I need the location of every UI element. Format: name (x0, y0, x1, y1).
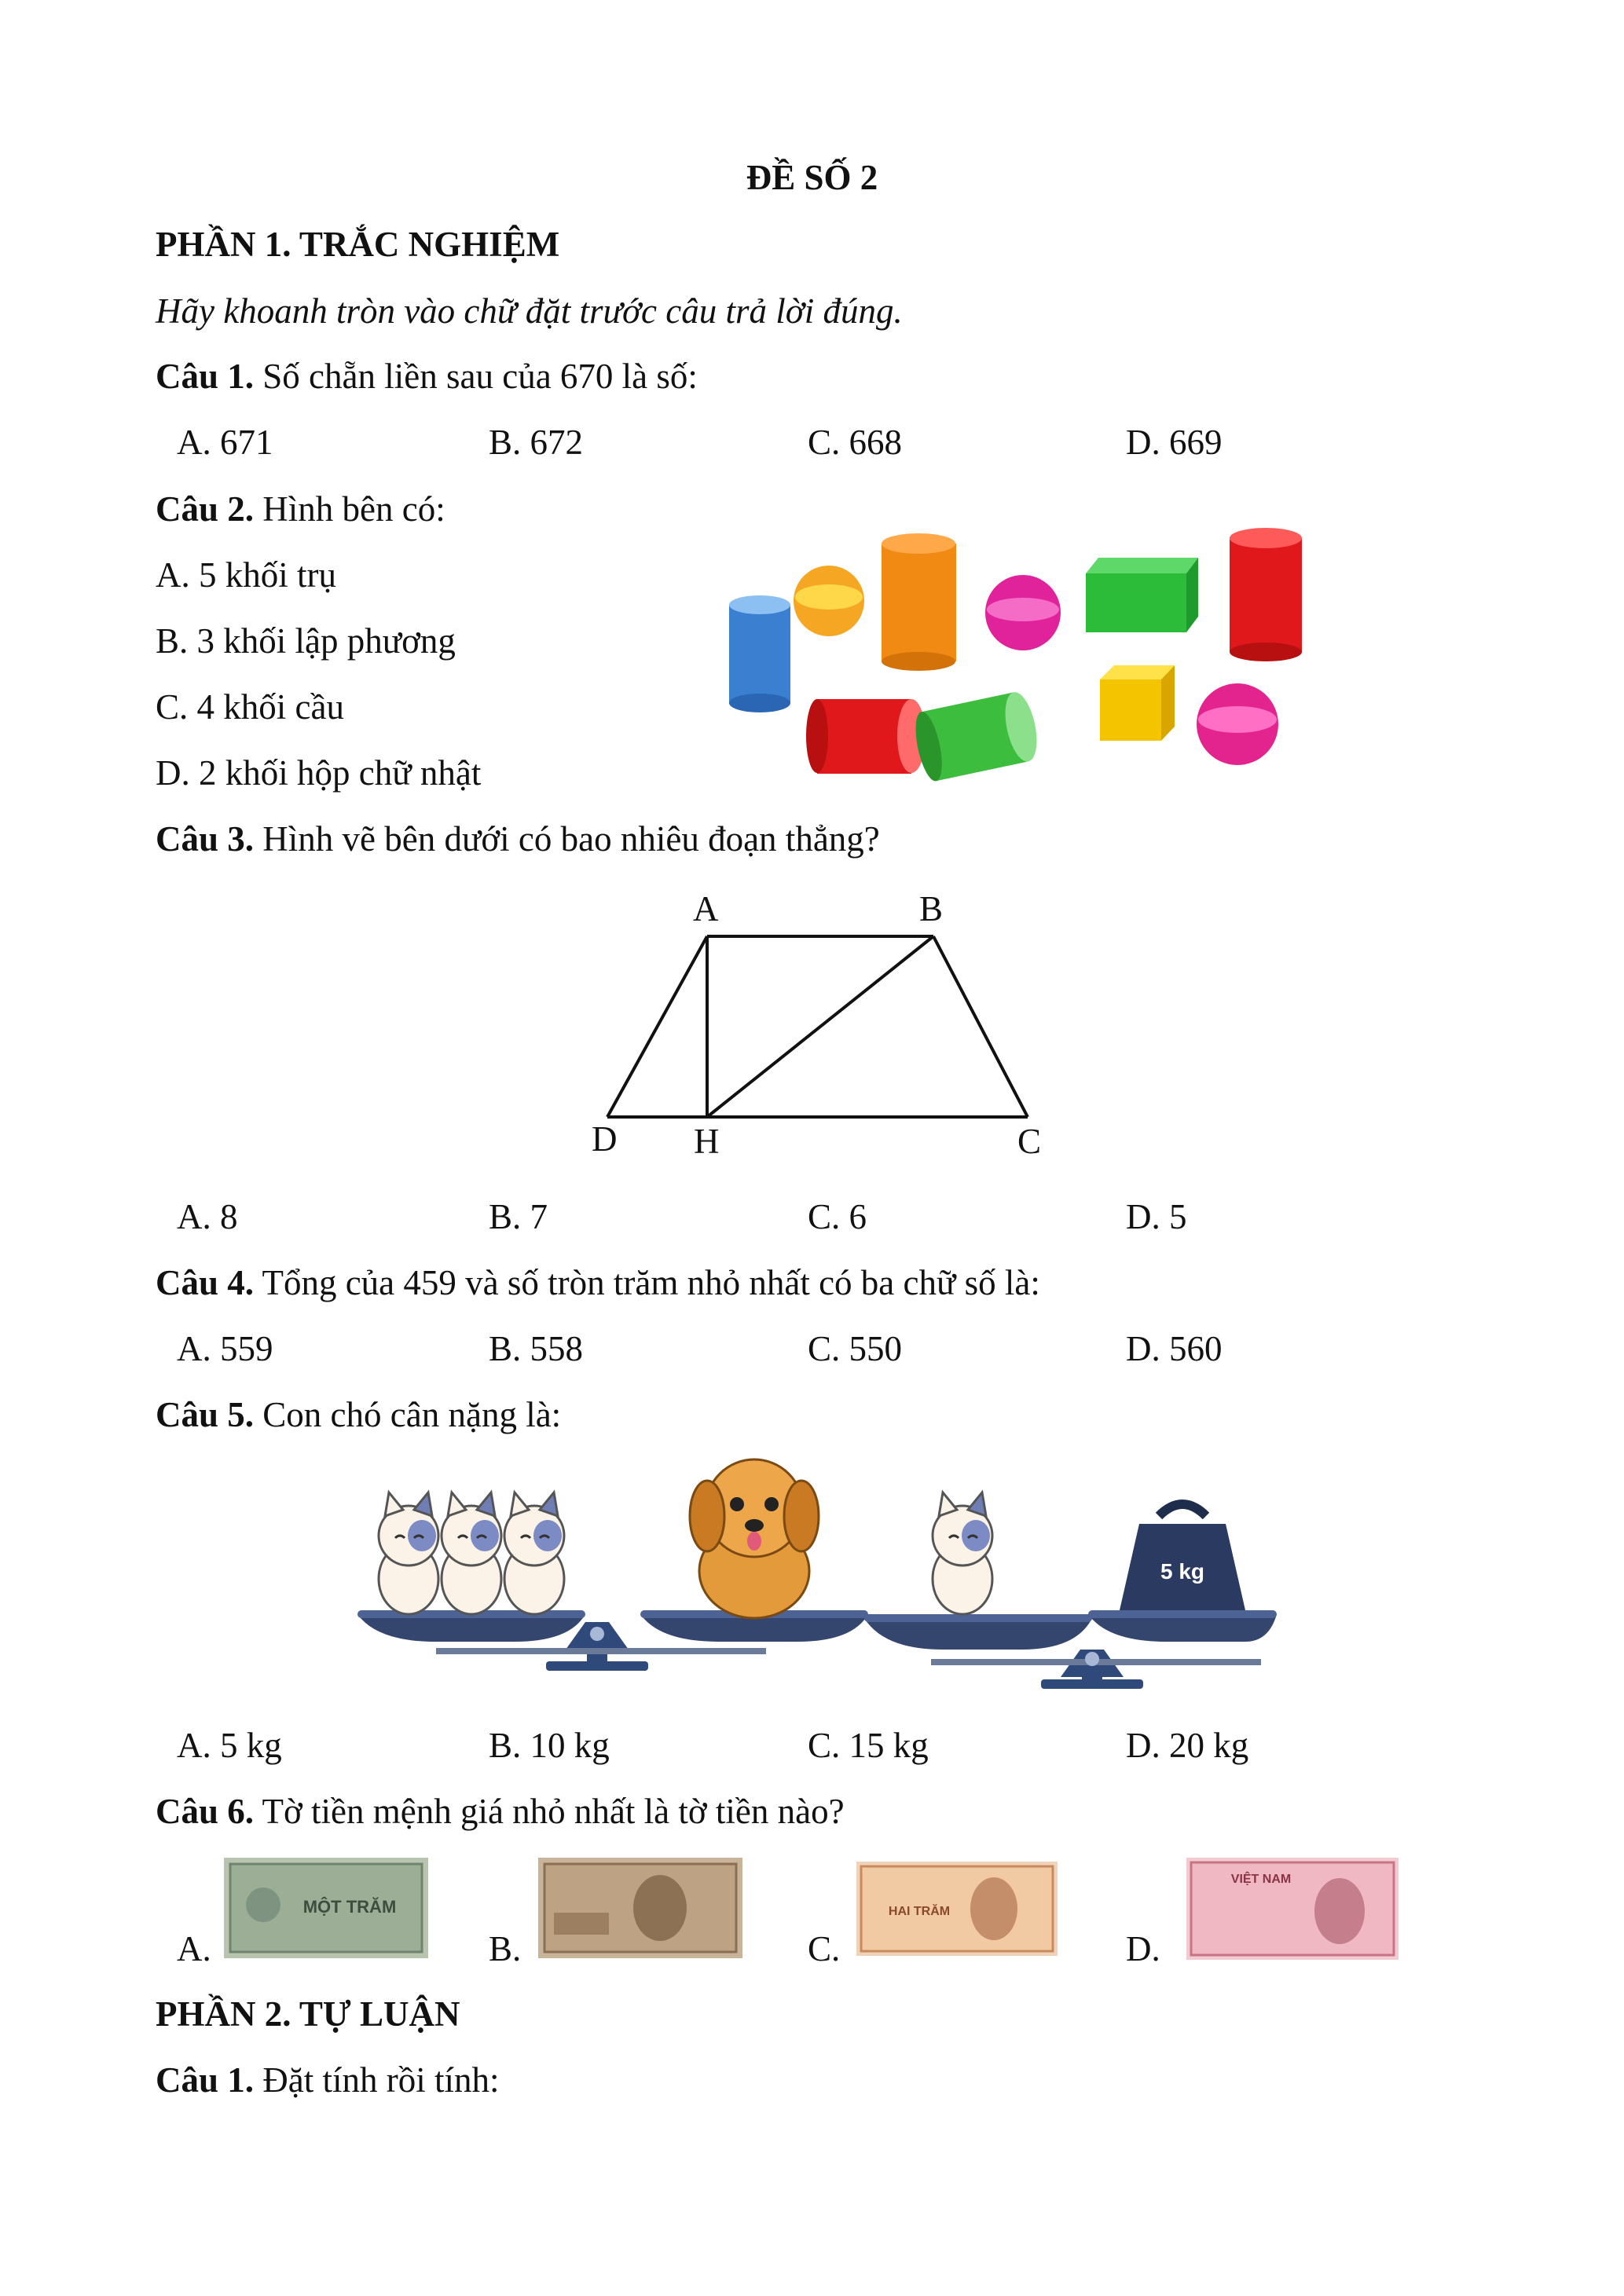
balance-scale-1 (357, 1610, 868, 1671)
q4-option-a[interactable]: A. 559 (177, 1329, 273, 1368)
red-cylinder (1230, 528, 1302, 661)
question-text: Số chẵn liền sau của 670 là số: (262, 357, 698, 396)
question-text: Hình bên có: (262, 489, 445, 529)
q5-option-c[interactable]: C. 15 kg (808, 1726, 929, 1765)
question-label: Câu 3. (156, 819, 255, 859)
cat-icon (933, 1492, 992, 1614)
blue-cylinder (729, 595, 790, 712)
q5-option-b[interactable]: B. 10 kg (489, 1726, 610, 1765)
q2-option-b[interactable]: B. 3 khối lập phương (156, 621, 456, 661)
part2-heading: PHẦN 2. TỰ LUẬN (156, 1994, 460, 2034)
q3-option-d[interactable]: D. 5 (1126, 1197, 1187, 1236)
page-title: ĐỀ SỐ 2 (746, 158, 878, 197)
question-4 (156, 1262, 1040, 1303)
question-3 (156, 818, 880, 859)
balance-scale-2 (864, 1610, 1277, 1689)
cat-icon (442, 1492, 501, 1614)
q2-option-d[interactable]: D. 2 khối hộp chữ nhật (156, 753, 482, 793)
segment-ad (607, 936, 707, 1117)
weight-label: 5 kg (1160, 1559, 1205, 1584)
cat-icon (379, 1492, 438, 1614)
q5-option-a[interactable]: A. 5 kg (177, 1726, 282, 1765)
q6-option-b[interactable]: B. (489, 1929, 522, 1968)
question-text: Con chó cân nặng là: (262, 1395, 562, 1434)
orange-cylinder (882, 533, 956, 671)
green-box (1086, 558, 1198, 632)
banknote-d[interactable] (1186, 1858, 1399, 1960)
balance-scales-illustration (357, 1453, 1277, 1705)
q3-option-b[interactable]: B. 7 (489, 1197, 548, 1236)
q2-option-c[interactable]: C. 4 khối cầu (156, 687, 344, 727)
question-5 (156, 1394, 561, 1435)
part1-instruction: Hãy khoanh tròn vào chữ đặt trước câu trả lời đúng. (156, 291, 903, 331)
question-1 (156, 356, 698, 397)
question-2 (156, 489, 445, 529)
question-text: Đặt tính rồi tính: (262, 2060, 500, 2100)
trapezoid-diagram (581, 888, 1053, 1170)
red-cylinder-lying (806, 699, 926, 774)
banknote-b[interactable] (538, 1858, 742, 1958)
cat-group (379, 1492, 564, 1614)
q6-option-a[interactable]: A. (177, 1929, 211, 1968)
point-label-c: C (1017, 1122, 1042, 1161)
point-label-a: A (693, 889, 719, 928)
question-text: Hình vẽ bên dưới có bao nhiêu đoạn thẳng? (262, 819, 880, 859)
banknote-c[interactable] (856, 1862, 1058, 1956)
q1-option-a[interactable]: A. 671 (177, 423, 273, 462)
q1-option-d[interactable]: D. 669 (1126, 423, 1223, 462)
question-text: Tổng của 459 và số tròn trăm nhỏ nhất có ba chữ số là: (262, 1263, 1040, 1302)
q5-option-d[interactable]: D. 20 kg (1126, 1726, 1249, 1765)
question-label: Câu 5. (156, 1395, 255, 1434)
q2-option-a[interactable]: A. 5 khối trụ (156, 555, 336, 595)
cat-icon (504, 1492, 564, 1614)
shapes-illustration (715, 518, 1320, 789)
essay-question-1 (156, 2060, 500, 2100)
q6-option-c[interactable]: C. (808, 1929, 841, 1968)
q4-option-b[interactable]: B. 558 (489, 1329, 584, 1368)
green-cylinder-lying (911, 690, 1042, 784)
question-label: Câu 2. (156, 489, 255, 529)
banknote-a-text: MỘT TRĂM (302, 1897, 397, 1917)
point-label-d: D (592, 1119, 618, 1159)
q3-option-c[interactable]: C. 6 (808, 1197, 867, 1236)
question-label: Câu 6. (156, 1792, 255, 1831)
question-label: Câu 4. (156, 1263, 255, 1302)
question-label: Câu 1. (156, 2060, 255, 2100)
banknote-a[interactable] (224, 1858, 428, 1958)
banknote-d-text: VIỆT NAM (1230, 1873, 1292, 1886)
q4-option-c[interactable]: C. 550 (808, 1329, 903, 1368)
q1-option-c[interactable]: C. 668 (808, 423, 903, 462)
banknote-c-text: HAI TRĂM (888, 1905, 951, 1918)
point-label-b: B (919, 889, 944, 928)
point-label-h: H (694, 1122, 720, 1161)
question-label: Câu 1. (156, 357, 255, 396)
segment-bh (707, 936, 933, 1117)
question-6 (156, 1791, 845, 1832)
q4-option-d[interactable]: D. 560 (1126, 1329, 1223, 1368)
q3-option-a[interactable]: A. 8 (177, 1197, 238, 1236)
yellow-sphere (794, 566, 864, 636)
weight-icon (1120, 1504, 1245, 1610)
dog-icon (690, 1459, 819, 1618)
yellow-cube (1100, 665, 1175, 741)
q1-option-b[interactable]: B. 672 (489, 423, 584, 462)
question-text: Tờ tiền mệnh giá nhỏ nhất là tờ tiền nào? (262, 1792, 845, 1831)
pink-sphere (1197, 683, 1278, 765)
q6-option-d[interactable]: D. (1126, 1929, 1160, 1968)
segment-bc (933, 936, 1028, 1117)
part1-heading: PHẦN 1. TRẮC NGHIỆM (156, 225, 560, 264)
magenta-sphere (985, 575, 1061, 650)
